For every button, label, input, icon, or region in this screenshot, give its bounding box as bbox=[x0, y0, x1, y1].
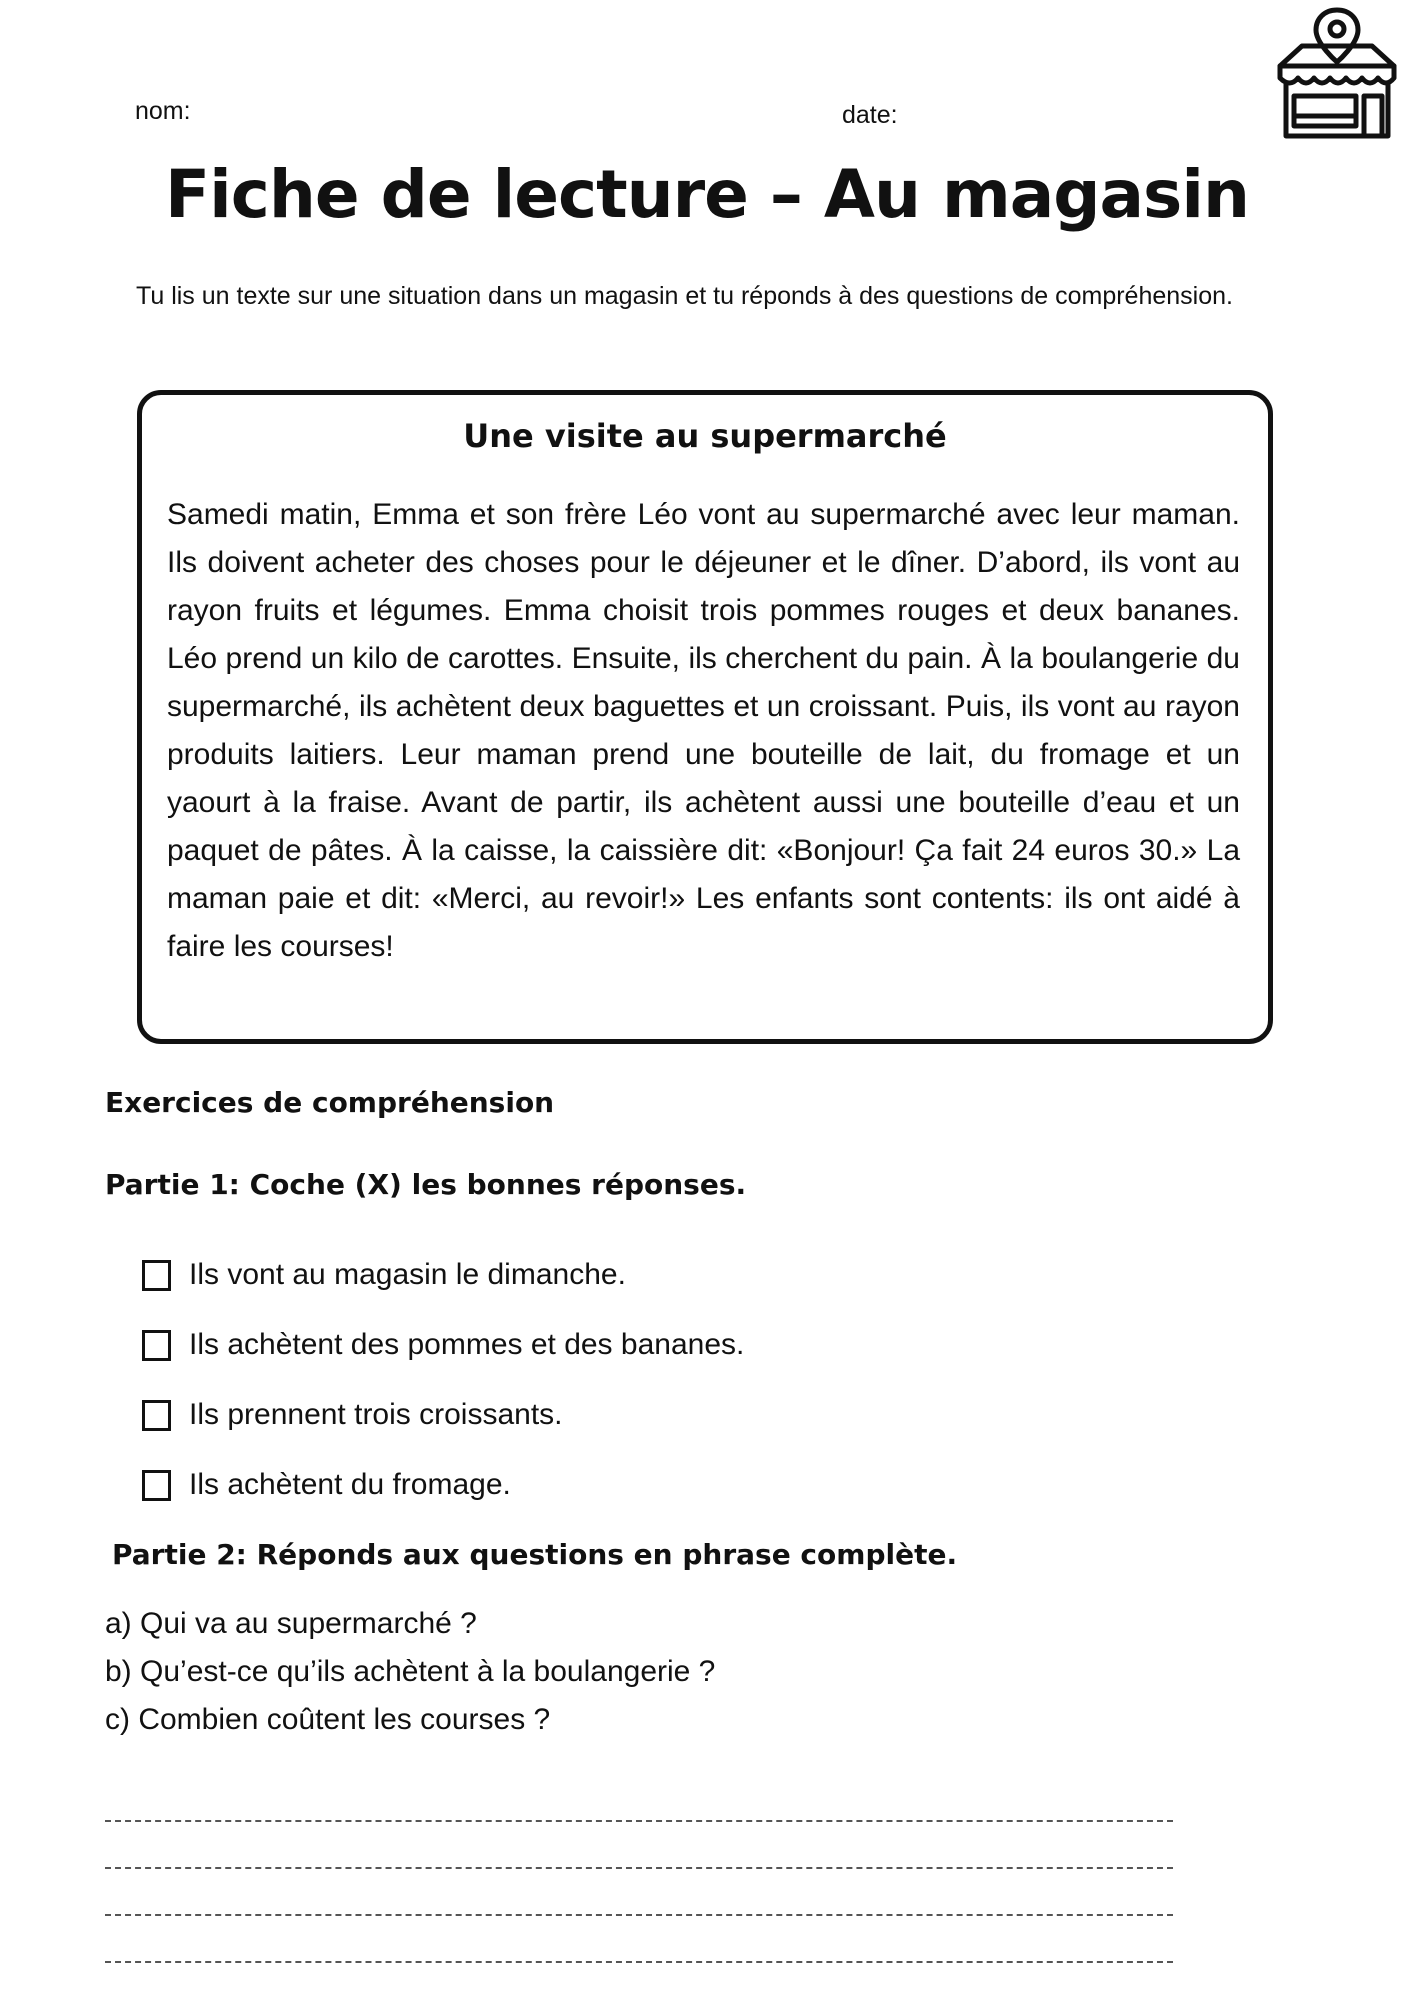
checkbox[interactable] bbox=[142, 1260, 171, 1291]
checklist-item-label: Ils vont au magasin le dimanche. bbox=[189, 1258, 626, 1291]
answer-line[interactable] bbox=[105, 1775, 1173, 1822]
name-label: nom: bbox=[135, 97, 191, 125]
checklist-item bbox=[142, 1380, 744, 1450]
story-box bbox=[137, 390, 1273, 1044]
answer-lines bbox=[105, 1775, 1173, 2000]
checklist-item bbox=[142, 1310, 744, 1380]
question-item: c) Combien coûtent les courses ? bbox=[105, 1703, 551, 1736]
answer-line[interactable] bbox=[105, 1916, 1173, 1963]
page-title: Fiche de lecture – Au magasin bbox=[165, 156, 1249, 233]
shop-location-icon bbox=[1272, 4, 1402, 140]
story-title: Une visite au supermarché bbox=[463, 417, 947, 455]
checkbox[interactable] bbox=[142, 1330, 171, 1361]
exercises-heading: Exercices de compréhension bbox=[105, 1086, 555, 1119]
answer-line[interactable] bbox=[105, 1822, 1173, 1869]
intro-text: Tu lis un texte sur une situation dans un magasin et tu réponds à des questions de compréhension. bbox=[136, 282, 1233, 310]
checklist-item bbox=[142, 1450, 744, 1520]
answer-line[interactable] bbox=[105, 1869, 1173, 1916]
part1-checklist bbox=[142, 1240, 744, 1520]
checklist-item-label: Ils prennent trois croissants. bbox=[189, 1398, 563, 1431]
question-item: a) Qui va au supermarché ? bbox=[105, 1607, 477, 1640]
part1-heading: Partie 1: Coche (X) les bonnes réponses. bbox=[105, 1168, 747, 1201]
checklist-item bbox=[142, 1240, 744, 1310]
question-item: b) Qu’est-ce qu’ils achètent à la boulangerie ? bbox=[105, 1655, 716, 1688]
checkbox[interactable] bbox=[142, 1400, 171, 1431]
checklist-item-label: Ils achètent des pommes et des bananes. bbox=[189, 1328, 745, 1361]
part2-questions bbox=[105, 1600, 715, 1744]
answer-line[interactable] bbox=[105, 1963, 1173, 2000]
date-label: date: bbox=[842, 101, 898, 129]
checklist-item-label: Ils achètent du fromage. bbox=[189, 1468, 511, 1501]
story-text: Samedi matin, Emma et son frère Léo vont au supermarché avec leur maman. Ils doivent acheter des choses pour le déjeuner et le dîner. D’abord, ils vont au rayon fruits et légumes. Emma choisit trois pommes rouges et deux bananes. Léo prend un kilo de carottes. Ensuite, ils cherchent du pain. À la boulangerie du supermarché, ils achètent deux baguettes et un croissant. Puis, ils vont au rayon produits laitiers. Leur maman prend une bouteille de lait, du fromage et un yaourt à la fraise. Avant de partir, ils achètent aussi une bouteille d’eau et un paquet de pâtes. À la caisse, la caissière dit: «Bonjour! Ça fait 24 euros 30.» La maman paie et dit: «Merci, au revoir!» Les enfants sont contents: ils ont aidé à faire les courses! bbox=[167, 498, 1240, 963]
checkbox[interactable] bbox=[142, 1470, 171, 1501]
part2-heading: Partie 2: Réponds aux questions en phrase complète. bbox=[112, 1538, 958, 1571]
